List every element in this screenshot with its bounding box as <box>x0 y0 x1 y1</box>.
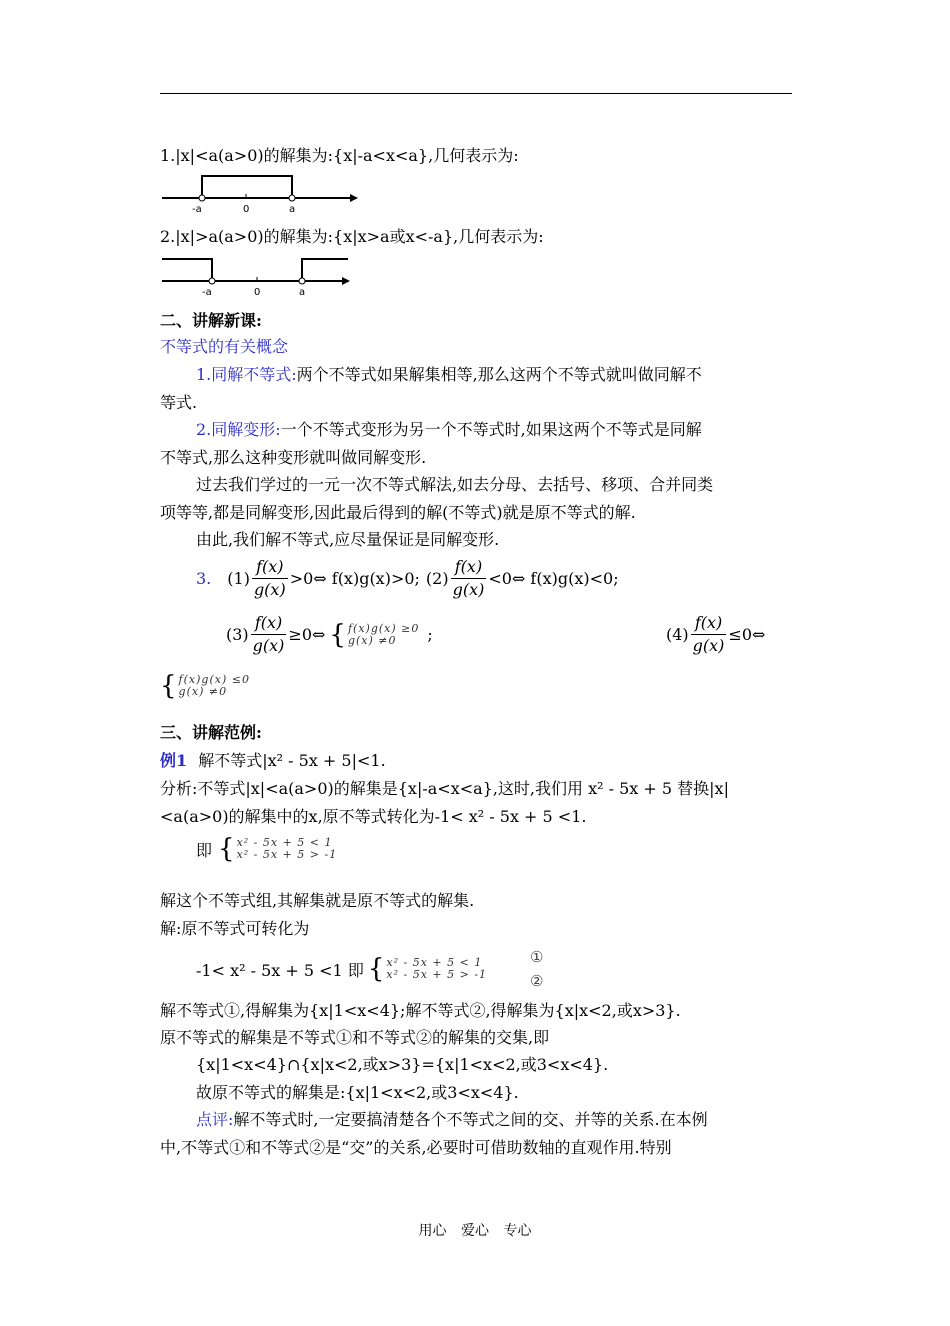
solution-intro: 解:原不等式可转化为 <box>160 919 310 938</box>
item-3-part-4-rel: ≤0⇔ <box>728 625 766 644</box>
system-ji: x² - 5x + 5 < 1 x² - 5x + 5 > -1 <box>236 836 338 861</box>
item-3-part-4-label: (4) <box>666 625 689 644</box>
example-1-text: 解不等式|x² - 5x + 5|<1. <box>198 751 386 770</box>
solution-line: -1< x² - 5x + 5 <1 即 <box>196 960 364 980</box>
item-3-row-1 <box>196 556 619 601</box>
solution-step-3: {x|1<x<4}∩{x|x<2,或x>3}={x|1<x<2,或3<x<4}. <box>196 1055 609 1074</box>
solve-system-text: 解这个不等式组,其解集就是原不等式的解集. <box>160 891 475 910</box>
fraction-2: $\frac{f(x)}{g(x)}$ <box>452 557 485 599</box>
item-3-part-2-label: (2) <box>425 569 449 588</box>
definition-1-cont: 等式. <box>160 393 198 412</box>
item-3-part-1-label: (1) <box>227 569 250 588</box>
circled-1: ① <box>530 948 544 966</box>
definition-2-term: 2.同解变形: <box>196 420 281 439</box>
definition-2-text: 一个不等式变形为另一个不等式时,如果这两个不等式是同解 <box>280 420 702 439</box>
solution-system: x² - 5x + 5 < 1 x² - 5x + 5 > -1 <box>386 956 488 981</box>
page-footer: 用心 爱心 专心 <box>418 1223 532 1239</box>
number-line-1 <box>160 170 360 216</box>
item-3-part-1-rel: >0⇔ f(x)g(x)>0; <box>289 569 420 588</box>
system-4: f(x)g(x) ≤0 g(x) ≠0 <box>178 673 250 698</box>
section-2-heading: 二、讲解新课: <box>160 311 262 330</box>
paragraph-1-cont: 项等等,都是同解变形,因此最后得到的解(不等式)就是原不等式的解. <box>160 503 636 522</box>
nl2-zero-label: 0 <box>254 287 261 298</box>
paragraph-2: 由此,我们解不等式,应尽量保证是同解变形. <box>196 530 500 549</box>
nl1-pos-label: a <box>289 204 296 215</box>
fraction-4: $\frac{f(x)}{g(x)}$ <box>692 613 725 655</box>
section-2-subheading: 不等式的有关概念 <box>160 337 289 356</box>
item-3-part-2-rel: <0⇔ f(x)g(x)<0; <box>488 569 619 588</box>
nl2-neg-label: -a <box>202 287 212 298</box>
system-4-row: { f(x)g(x) ≤0 g(x) ≠0 <box>160 671 250 701</box>
nl2-pos-label: a <box>299 287 306 298</box>
definition-1 <box>196 364 702 386</box>
solution-system-row: -1< x² - 5x + 5 <1 即 { x² - 5x + 5 < 1 x² - 5x + 5 > -1 <box>196 954 488 984</box>
circled-2: ② <box>530 972 544 990</box>
analysis-line-1: 分析:不等式|x|<a(a>0)的解集是{x|-a<x<a},这时,我们用 x² - 5x + 5 替换|x| <box>160 779 729 798</box>
note-line-1 <box>196 1109 708 1131</box>
header-rule <box>160 93 792 94</box>
item-3-part-3-rel: ≥0⇔ <box>288 625 326 644</box>
system-ji-row: 即 { x² - 5x + 5 < 1 x² - 5x + 5 > -1 <box>196 834 338 864</box>
definition-1-text: 两个不等式如果解集相等,那么这两个不等式就叫做同解不 <box>296 365 702 384</box>
definition-2 <box>196 419 702 441</box>
nl1-neg-label: -a <box>192 204 202 215</box>
note-label: 点评: <box>196 1110 234 1129</box>
nl1-zero-label: 0 <box>243 204 250 215</box>
item-3-part-3-label: (3) <box>226 625 249 644</box>
paragraph-1: 过去我们学过的一元一次不等式解法,如去分母、去括号、移项、合并同类 <box>196 475 714 494</box>
ji-label: 即 <box>196 840 213 860</box>
solution-step-2: 原不等式的解集是不等式①和不等式②的解集的交集,即 <box>160 1028 550 1047</box>
number-line-2 <box>160 253 360 299</box>
example-1-label: 例1 <box>160 751 188 770</box>
item-3-number: 3. <box>196 569 212 588</box>
definition-1-term: 1.同解不等式: <box>196 365 297 384</box>
fraction-1: $\frac{f(x)}{g(x)}$ <box>253 557 286 599</box>
solution-step-4: 故原不等式的解集是:{x|1<x<2,或3<x<4}. <box>196 1083 519 1102</box>
section-3-heading: 三、讲解范例: <box>160 723 262 742</box>
note-text-1: 解不等式时,一定要搞清楚各个不等式之间的交、并等的关系.在本例 <box>233 1110 708 1129</box>
item-3-semicolon: ; <box>427 625 433 644</box>
item-3-row-2: (3) $\frac{f(x)}{g(x)}$ ≥0⇔ { f(x)g(x) ≥0 g(x) ≠0 ; <box>226 613 433 655</box>
system-3: f(x)g(x) ≥0 g(x) ≠0 <box>347 621 420 647</box>
example-1 <box>160 750 386 772</box>
solution-step-1: 解不等式①,得解集为{x|1<x<4};解不等式②,得解集为{x|x<2,或x>3}. <box>160 1001 681 1020</box>
item-3-row-2-right <box>666 612 765 657</box>
fraction-3: $\frac{f(x)}{g(x)}$ <box>252 613 285 655</box>
item-2-text: 2.|x|>a(a>0)的解集为:{x|x>a或x<-a},几何表示为: <box>160 227 544 246</box>
definition-2-cont: 不等式,那么这种变形就叫做同解变形. <box>160 448 427 467</box>
analysis-line-2: <a(a>0)的解集中的x,原不等式转化为-1< x² - 5x + 5 <1. <box>160 807 587 826</box>
item-1-text: 1.|x|<a(a>0)的解集为:{x|-a<x<a},几何表示为: <box>160 146 519 165</box>
note-line-2: 中,不等式①和不等式②是“交”的关系,必要时可借助数轴的直观作用.特别 <box>160 1138 672 1157</box>
